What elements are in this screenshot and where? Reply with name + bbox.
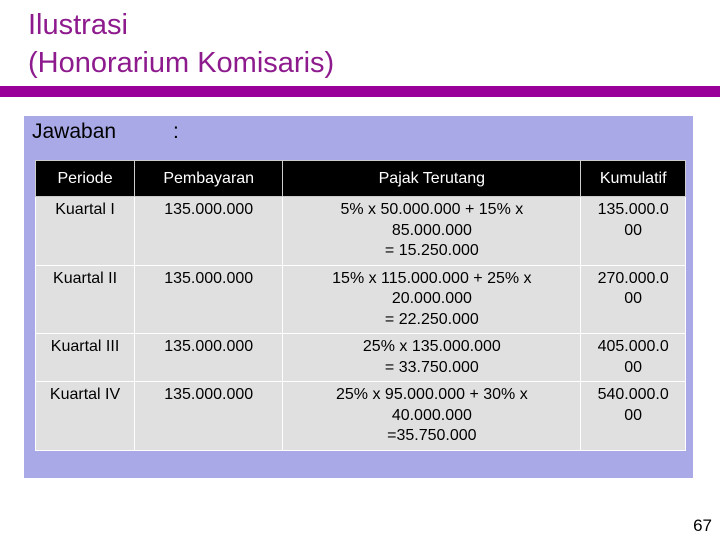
slide-title-line1: Ilustrasi [28,9,128,41]
cell-pembayaran: 135.000.000 [135,197,283,266]
tax-table [35,160,686,451]
cell-periode: Kuartal I [36,197,135,266]
cell-periode: Kuartal IV [36,382,135,451]
header-periode: Periode [36,161,135,197]
slide-title-line2: (Honorarium Komisaris) [28,47,335,79]
cell-pajak: 25% x 95.000.000 + 30% x 40.000.000 =35.750.000 [283,382,581,451]
cell-kumulatif: 405.000.0 00 [581,334,686,382]
cell-pembayaran: 135.000.000 [135,382,283,451]
cell-pembayaran: 135.000.000 [135,265,283,334]
table-row [36,265,686,334]
table-header-row [36,161,686,197]
answer-colon: : [173,120,179,143]
cell-periode: Kuartal II [36,265,135,334]
slide-title [28,6,334,82]
header-pembayaran: Pembayaran [135,161,283,197]
header-pajak-terutang: Pajak Terutang [283,161,581,197]
header-kumulatif: Kumulatif [581,161,686,197]
cell-kumulatif: 270.000.0 00 [581,265,686,334]
answer-label: Jawaban [32,120,117,143]
cell-periode: Kuartal III [36,334,135,382]
title-divider [0,86,720,97]
cell-pajak: 25% x 135.000.000 = 33.750.000 [283,334,581,382]
cell-kumulatif: 540.000.0 00 [581,382,686,451]
table-row [36,334,686,382]
table-row [36,382,686,451]
cell-pajak: 5% x 50.000.000 + 15% x 85.000.000 = 15.250.000 [283,197,581,266]
cell-pembayaran: 135.000.000 [135,334,283,382]
page-number: 67 [693,516,712,535]
table-row [36,197,686,266]
cell-kumulatif: 135.000.0 00 [581,197,686,266]
cell-pajak: 15% x 115.000.000 + 25% x 20.000.000 = 22.250.000 [283,265,581,334]
